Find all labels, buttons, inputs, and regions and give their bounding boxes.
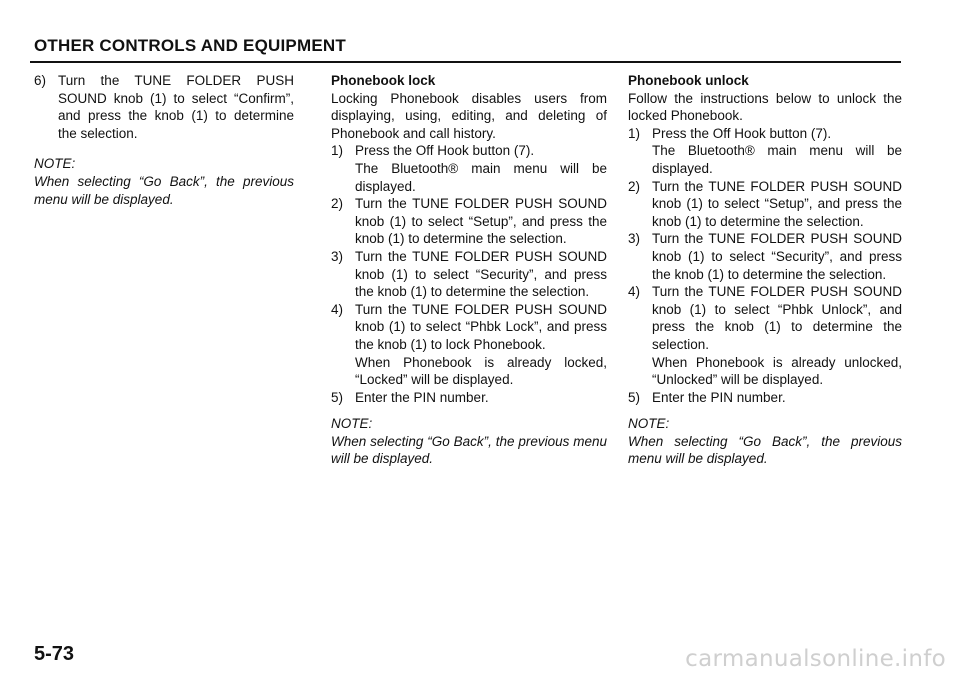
step-number: 3) xyxy=(628,231,641,247)
note-text: When selecting “Go Back”, the previous menu will be displayed. xyxy=(331,433,607,467)
step-item xyxy=(34,72,294,142)
step-item xyxy=(628,230,902,283)
step-number: 4) xyxy=(628,284,641,300)
step-text: Turn the TUNE FOLDER PUSH SOUND knob (1) to select “Confirm”, and press the knob (1) to determine the selection. xyxy=(58,73,294,141)
step-text: Turn the TUNE FOLDER PUSH SOUND knob (1) to select “Setup”, and press the knob (1) to determine the selection. xyxy=(355,196,607,247)
unlock-step-list xyxy=(628,125,902,407)
lock-step-list xyxy=(331,142,607,406)
note-label: NOTE: xyxy=(331,416,373,432)
step-item xyxy=(628,125,902,178)
step-text: Turn the TUNE FOLDER PUSH SOUND knob (1) to select “Security”, and press the knob (1) to determine the selection. xyxy=(652,231,902,282)
step-result-text: The Bluetooth® main menu will be displayed. xyxy=(652,143,902,176)
step-text: Turn the TUNE FOLDER PUSH SOUND knob (1) to select “Phbk Unlock”, and press the knob (1) to determine the selection. xyxy=(652,284,902,352)
page-title: OTHER CONTROLS AND EQUIPMENT xyxy=(34,36,346,55)
step-item xyxy=(331,248,607,301)
step-number: 2) xyxy=(331,196,344,212)
note xyxy=(34,155,294,208)
step-text: Turn the TUNE FOLDER PUSH SOUND knob (1) to select “Phbk Lock”, and press the knob (1) to lock Phonebook. xyxy=(355,301,607,352)
note-label: NOTE: xyxy=(628,416,670,432)
step-item xyxy=(331,195,607,248)
header-divider xyxy=(30,61,901,63)
step-item xyxy=(331,389,607,407)
step-item xyxy=(628,389,902,407)
step-text: Turn the TUNE FOLDER PUSH SOUND knob (1) to select “Setup”, and press the knob (1) to determine the selection. xyxy=(652,178,902,229)
step-result-text: When Phonebook is already unlocked, “Unlocked” will be displayed. xyxy=(652,354,902,388)
step-number: 1) xyxy=(331,143,344,159)
step-number: 3) xyxy=(331,248,344,264)
step-number: 2) xyxy=(628,178,641,194)
note-text: When selecting “Go Back”, the previous menu will be displayed. xyxy=(34,173,294,207)
step-text: Press the Off Hook button (7). xyxy=(355,143,535,159)
watermark: carmanualsonline.info xyxy=(685,646,946,672)
section-phonebook-lock xyxy=(331,72,607,468)
step-result-text: When Phonebook is already locked, “Locked” will be displayed. xyxy=(355,354,607,388)
section-heading: Phonebook lock xyxy=(331,73,436,88)
section-intro: Locking Phonebook disables users from displaying, using, editing, and deleting of Phonebook and call history. xyxy=(331,90,607,141)
step-text: Turn the TUNE FOLDER PUSH SOUND knob (1) to select “Security”, and press the knob (1) to determine the selection. xyxy=(355,248,607,300)
step-number: 6) xyxy=(34,73,47,88)
step-item xyxy=(628,178,902,231)
step-item xyxy=(331,301,607,389)
column-continued-steps xyxy=(34,72,294,208)
page-number: 5-73 xyxy=(34,643,75,665)
section-phonebook-unlock xyxy=(628,72,902,468)
step-number: 5) xyxy=(628,389,641,405)
step-item xyxy=(628,283,902,389)
step-number: 1) xyxy=(628,125,641,141)
note xyxy=(331,415,607,468)
step-item xyxy=(331,142,607,195)
note-text: When selecting “Go Back”, the previous menu will be displayed. xyxy=(628,433,902,467)
step-text: Press the Off Hook button (7). xyxy=(652,125,832,141)
section-intro: Follow the instructions below to unlock the locked Phonebook. xyxy=(628,90,902,124)
step-number: 4) xyxy=(331,301,344,317)
step-number: 5) xyxy=(331,389,344,405)
step-text: Enter the PIN number. xyxy=(355,389,489,405)
note xyxy=(628,415,902,468)
step-result-text: The Bluetooth® main menu will be displayed. xyxy=(355,160,607,194)
continued-step-list xyxy=(34,72,294,142)
step-text: Enter the PIN number. xyxy=(652,389,786,405)
section-heading: Phonebook unlock xyxy=(628,73,749,88)
note-label: NOTE: xyxy=(34,156,76,172)
